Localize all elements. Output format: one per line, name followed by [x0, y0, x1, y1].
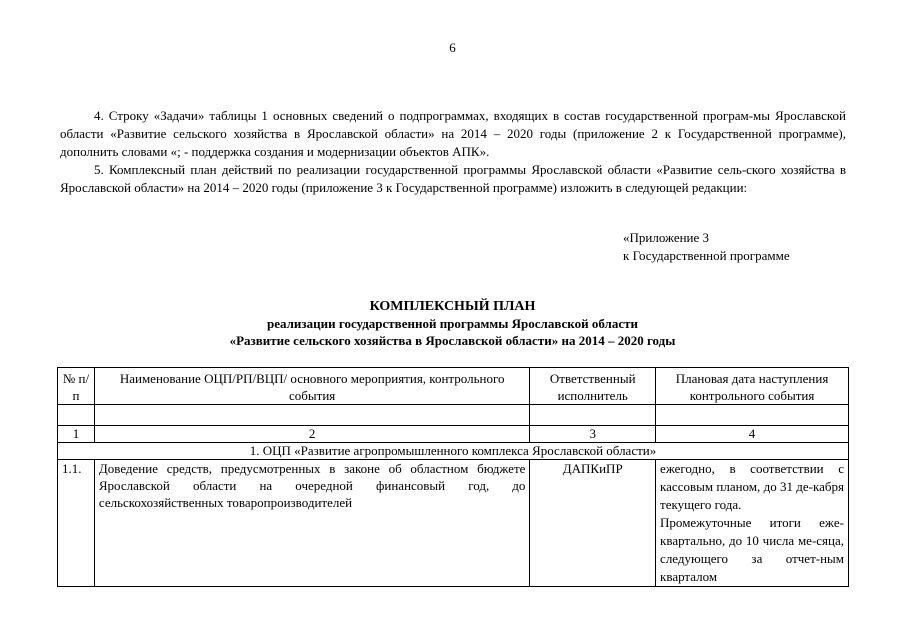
due-text-2: Промежуточные итоги ежe-квартально, до 10 числа ме-сяца, следующего за отчет-ным кварталом: [660, 515, 844, 584]
spacer-cell: [656, 405, 849, 426]
appendix-line-1: «Приложение 3: [623, 230, 710, 245]
plan-title-line-3: «Развитие сельского хозяйства в Ярославской области» на 2014 – 2020 годы: [229, 333, 676, 348]
body-text: [60, 107, 846, 197]
column-number: 3: [530, 426, 656, 443]
column-number-row: [58, 426, 849, 443]
header-responsible: Ответственный исполнитель: [530, 368, 656, 405]
appendix-reference: [623, 229, 790, 265]
table-header-row: [58, 368, 849, 405]
row-due-date: [656, 460, 849, 587]
plan-title-line-2: реализации государственной программы Ярославской области: [267, 316, 638, 331]
paragraph-4: 4. Строку «Задачи» таблицы 1 основных сведений о подпрограммах, входящих в состав государственной програм-мы Ярославской области «Развитие сельского хозяйства в Ярославской области» на 2014 – 2020 годы (приложение 2 к Государственной программе), дополнить словами «; - поддержка создания и модернизации объектов АПК».: [60, 108, 846, 159]
column-number: 2: [94, 426, 530, 443]
row-name: Доведение средств, предусмотренных в законе об областном бюджете Ярославской области на очередной финансовый год, до сельскохозяйственных товаропроизводителей: [94, 460, 530, 587]
header-num: № п/п: [58, 368, 95, 405]
header-name: Наименование ОЦП/РП/ВЦП/ основного мероприятия, контрольного события: [94, 368, 530, 405]
header-spacer-row: [58, 405, 849, 426]
paragraph-5: 5. Комплексный план действий по реализации государственной программы Ярославской области «Развитие сель-ского хозяйства в Ярославской области» на 2014 – 2020 годы (приложение 3 к Государственной программе) изложить в следующей редакции:: [60, 162, 846, 195]
column-number: 1: [58, 426, 95, 443]
section-title: 1. ОЦП «Развитие агропромышленного комплекса Ярославской области»: [58, 443, 849, 460]
section-row: [58, 443, 849, 460]
spacer-cell: [58, 405, 95, 426]
due-text-1: ежегодно, в соответствии с кассовым планом, до 31 де-кабря текущего года.: [660, 461, 844, 512]
spacer-cell: [530, 405, 656, 426]
column-number: 4: [656, 426, 849, 443]
appendix-line-2: к Государственной программе: [623, 248, 790, 263]
header-due-date: Плановая дата наступления контрольного события: [656, 368, 849, 405]
plan-table: [57, 367, 849, 587]
row-responsible: ДАПКиПР: [530, 460, 656, 587]
row-num: 1.1.: [58, 460, 95, 587]
spacer-cell: [94, 405, 530, 426]
page-number: 6: [449, 40, 456, 55]
table-row: [58, 460, 849, 587]
plan-title-line-1: КОМПЛЕКСНЫЙ ПЛАН: [369, 299, 536, 314]
plan-title: [0, 298, 905, 349]
